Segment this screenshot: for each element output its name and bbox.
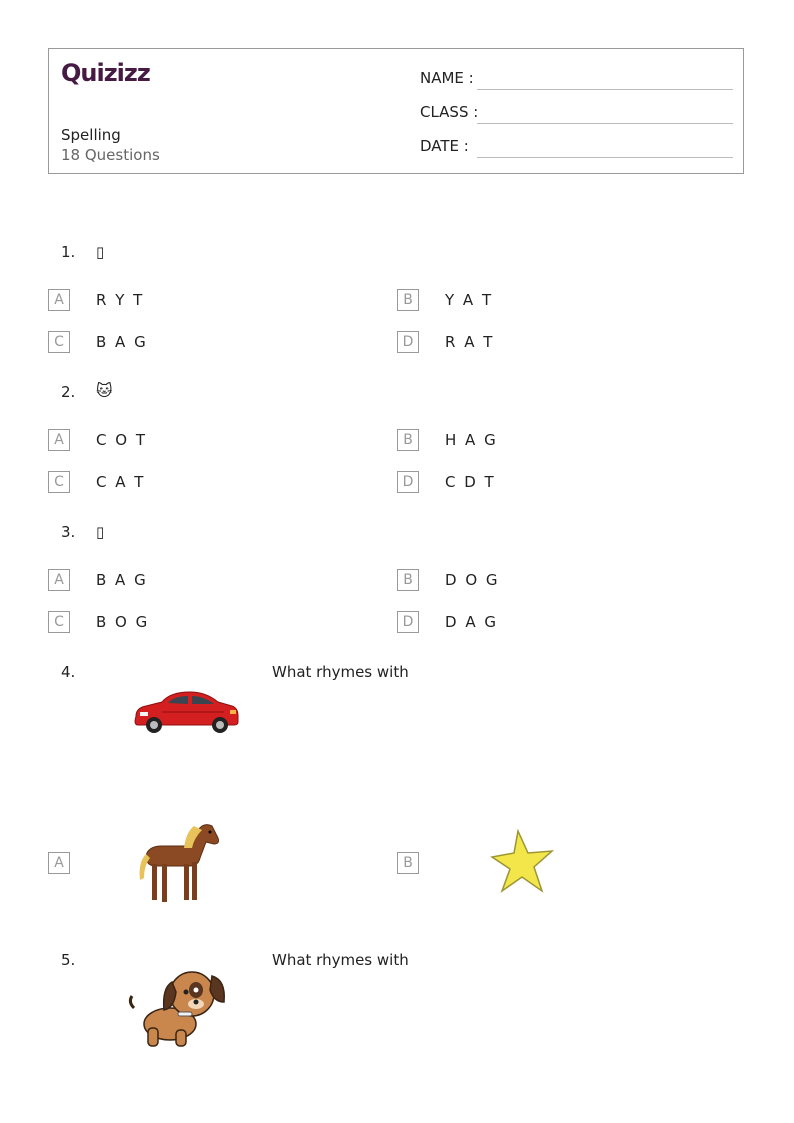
option-d-text: D A G (445, 613, 498, 631)
option-c-text: B O G (96, 613, 150, 631)
option-d-box[interactable]: D (397, 471, 419, 493)
question-number: 5. (61, 951, 76, 969)
date-field[interactable] (477, 157, 733, 158)
question-number: 1. (61, 243, 76, 261)
option-d-text: C D T (445, 473, 496, 491)
option-b-box[interactable]: B (397, 852, 419, 874)
option-b-box[interactable]: B (397, 569, 419, 591)
option-a-box[interactable]: A (48, 852, 70, 874)
horse-image (134, 818, 222, 906)
option-b-text: D O G (445, 571, 500, 589)
cat-face-icon: 🐱 (96, 381, 113, 400)
question-number: 3. (61, 523, 76, 541)
name-label: NAME : (420, 69, 474, 87)
dog-image (126, 966, 230, 1050)
question-glyph: ▯ (96, 523, 105, 541)
question-prompt: What rhymes with (272, 951, 409, 969)
worksheet-header (48, 48, 744, 174)
question-count: 18 Questions (61, 146, 160, 164)
option-a-text: R Y T (96, 291, 145, 309)
option-a-text: C O T (96, 431, 147, 449)
option-b-box[interactable]: B (397, 289, 419, 311)
option-b-text: Y A T (445, 291, 494, 309)
option-a-box[interactable]: A (48, 289, 70, 311)
option-b-box[interactable]: B (397, 429, 419, 451)
option-c-text: C A T (96, 473, 146, 491)
option-c-text: B A G (96, 333, 148, 351)
quizizz-logo (61, 57, 153, 89)
option-d-box[interactable]: D (397, 331, 419, 353)
option-a-box[interactable]: A (48, 569, 70, 591)
question-number: 4. (61, 663, 76, 681)
worksheet-title: Spelling (61, 126, 121, 144)
svg-text:Quizizz: Quizizz (61, 59, 150, 87)
star-image (490, 829, 556, 897)
option-c-box[interactable]: C (48, 471, 70, 493)
name-field[interactable] (477, 89, 733, 90)
option-c-box[interactable]: C (48, 611, 70, 633)
option-a-text: B A G (96, 571, 148, 589)
option-d-text: R A T (445, 333, 495, 351)
question-glyph: ▯ (96, 243, 105, 261)
option-a-box[interactable]: A (48, 429, 70, 451)
question-prompt: What rhymes with (272, 663, 409, 681)
question-number: 2. (61, 383, 76, 401)
car-image (132, 688, 240, 736)
option-d-box[interactable]: D (397, 611, 419, 633)
option-b-text: H A G (445, 431, 498, 449)
class-label: CLASS : (420, 103, 479, 121)
option-c-box[interactable]: C (48, 331, 70, 353)
class-field[interactable] (477, 123, 733, 124)
date-label: DATE : (420, 137, 469, 155)
